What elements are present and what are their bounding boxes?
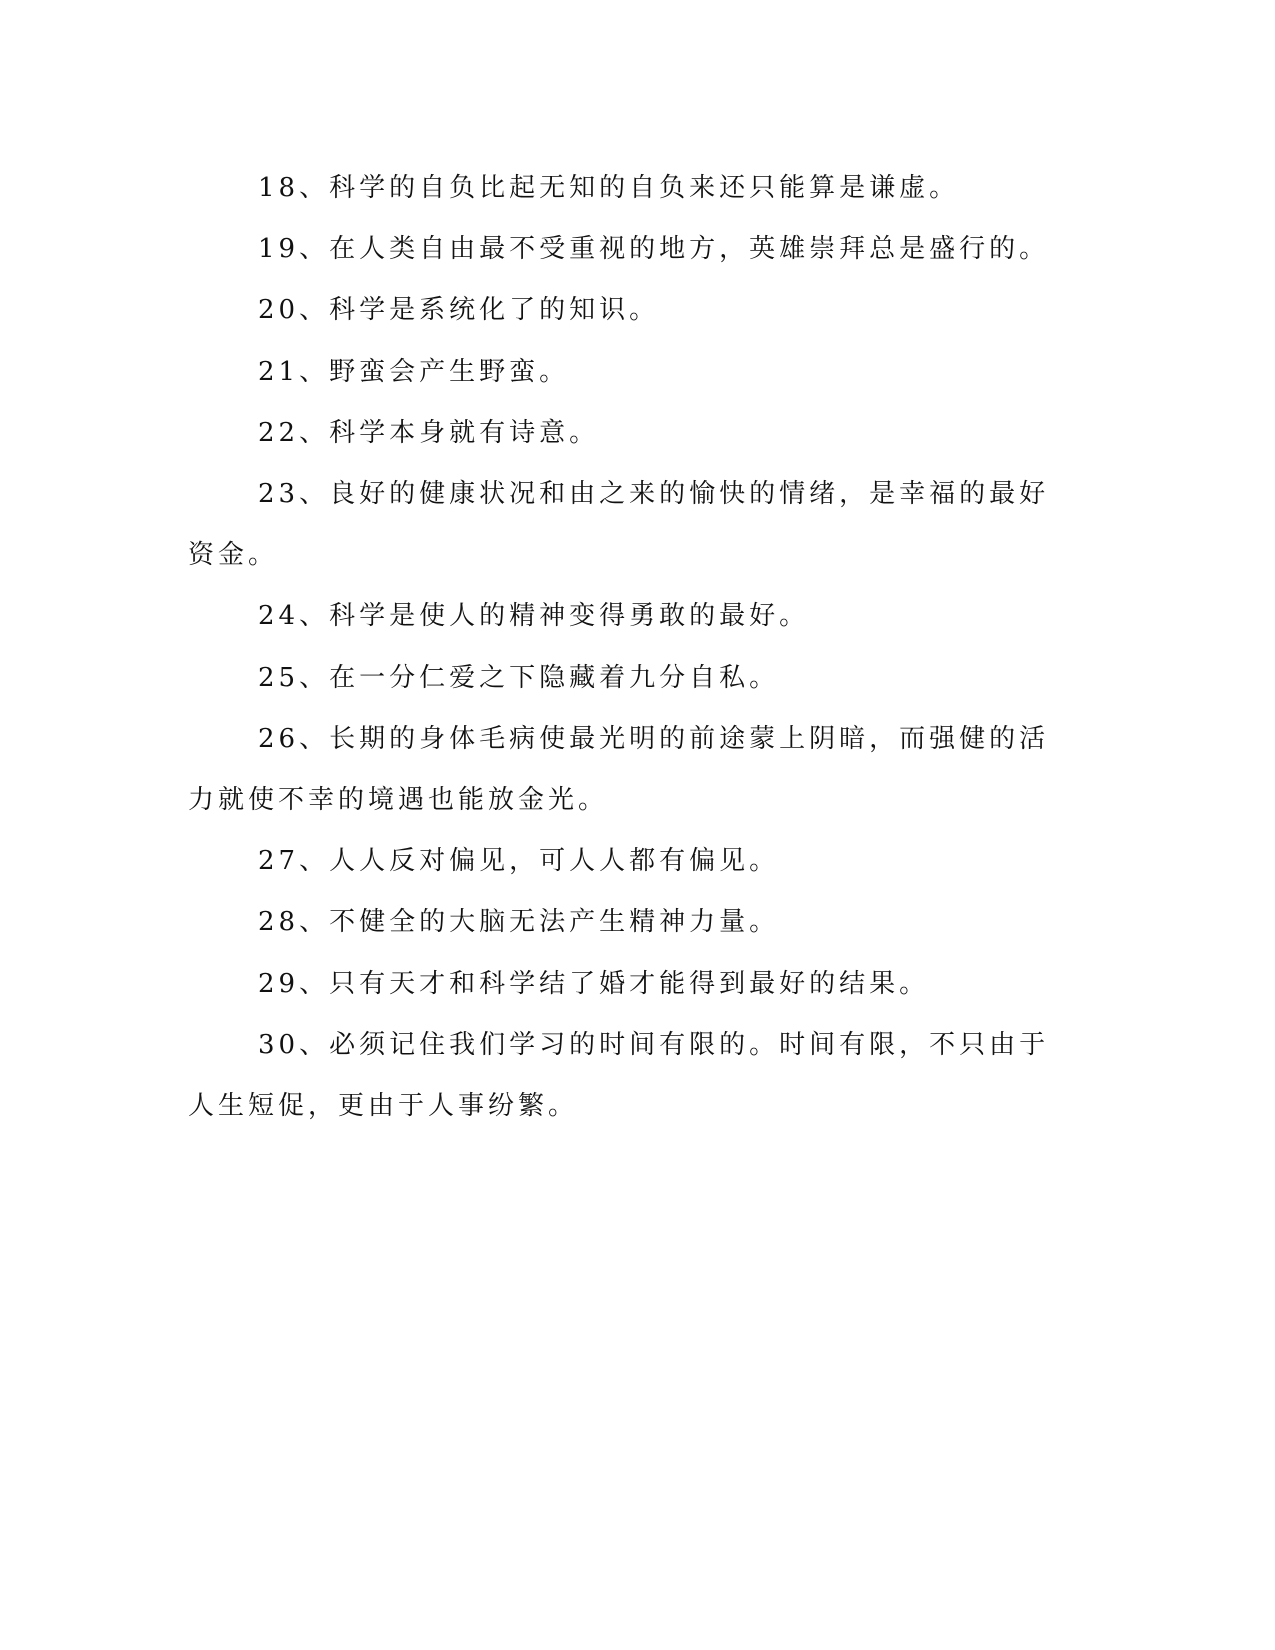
quote-paragraph-30: 30、必须记住我们学习的时间有限的。时间有限，不只由于人生短促，更由于人事纷繁。 [188, 1029, 1050, 1122]
quote-paragraph-19: 19、在人类自由最不受重视的地方，英雄崇拜总是盛行的。 [258, 234, 1050, 265]
quote-paragraph-20: 20、科学是系统化了的知识。 [258, 295, 660, 326]
quote-paragraph-24: 24、科学是使人的精神变得勇敢的最好。 [258, 601, 810, 632]
quote-paragraph-29: 29、只有天才和科学结了婚才能得到最好的结果。 [258, 968, 930, 999]
document-body [188, 158, 1068, 1137]
quote-paragraph-28: 28、不健全的大脑无法产生精神力量。 [258, 907, 780, 938]
quote-paragraph-18: 18、科学的自负比起无知的自负来还只能算是谦虚。 [258, 173, 960, 203]
quote-paragraph-23: 23、良好的健康状况和由之来的愉快的情绪，是幸福的最好资金。 [188, 479, 1050, 571]
quote-paragraph-22: 22、科学本身就有诗意。 [258, 417, 600, 448]
quote-paragraph-27: 27、人人反对偏见，可人人都有偏见。 [258, 846, 780, 877]
quote-paragraph-21: 21、野蛮会产生野蛮。 [258, 356, 570, 387]
quote-paragraph-26: 26、长期的身体毛病使最光明的前途蒙上阴暗，而强健的活力就使不幸的境遇也能放金光。 [188, 723, 1050, 816]
quote-paragraph-25: 25、在一分仁爱之下隐藏着九分自私。 [258, 662, 780, 693]
